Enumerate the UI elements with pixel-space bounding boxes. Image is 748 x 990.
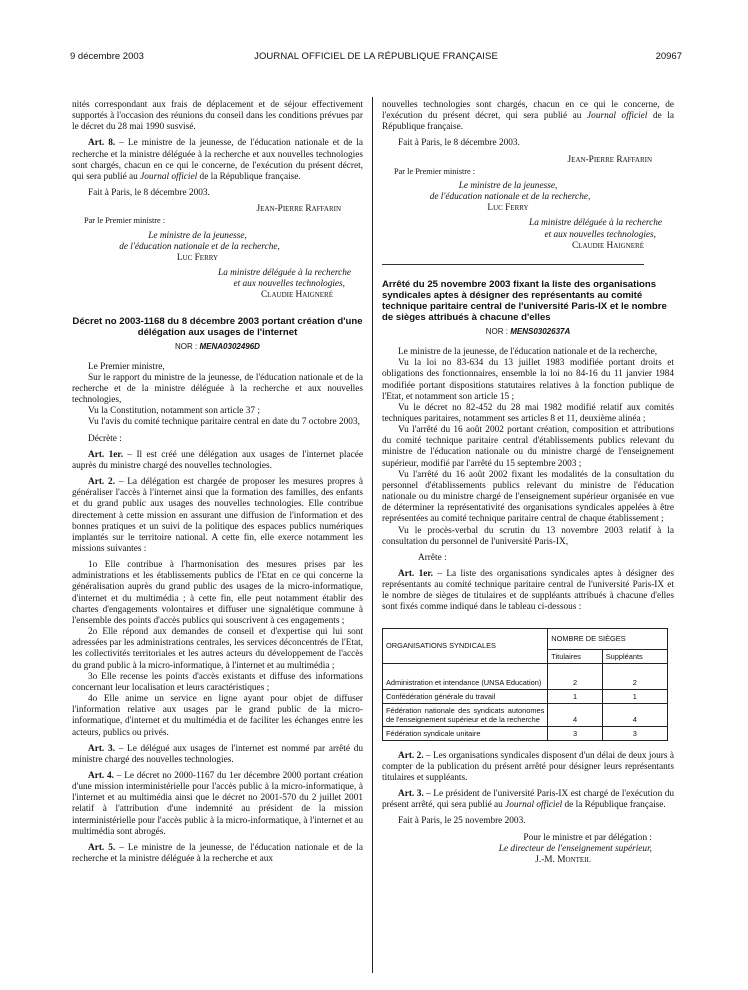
table-row bbox=[383, 703, 668, 726]
mission-2: 2o Elle répond aux demandes de conseil et d'expertise qui lui sont adressées par les administrations centrales, les services déconcentrés de l'Etat, les collectivités territoriales et les autres acteurs du développement de l'accès du grand public à la micro-informatique, à l'internet et au multimédia ; bbox=[72, 627, 363, 671]
minister-title-1: Le ministre de la jeunesse, bbox=[458, 180, 558, 191]
table-row bbox=[383, 689, 668, 703]
paragraph: nités correspondant aux frais de déplacement et de séjour effectivement supportés à l'occasion des réunions du conseil dans les conditions prévues par le décret du 28 mai 1990 susvisé. bbox=[72, 100, 363, 133]
minister-name: Luc Ferry bbox=[176, 252, 219, 263]
header-suppleants: Suppléants bbox=[602, 649, 667, 663]
header-seats: NOMBRE DE SIÈGES bbox=[548, 628, 668, 649]
nor-reference: NOR : MENA0302496D bbox=[175, 341, 260, 351]
mission-3: 3o Elle recense les points d'accès existants et diffuse des informations concernant leur localisation et leurs caractéristiques ; bbox=[72, 671, 363, 693]
right-column bbox=[382, 100, 674, 866]
delegate-title-2: et aux nouvelles technologies, bbox=[544, 229, 656, 240]
decret-title: Décret no 2003-1168 du 8 décembre 2003 portant création d'une délégation aux usages de l'internet bbox=[72, 315, 363, 338]
fait-a-paris-2: Fait à Paris, le 25 novembre 2003. bbox=[398, 816, 526, 827]
page-number: 20967 bbox=[655, 51, 682, 62]
org-cell: Fédération nationale des syndicats autonomes de l'enseignement supérieur et de la recherche bbox=[383, 703, 548, 726]
nor-reference: NOR : MENS0302637A bbox=[485, 326, 571, 336]
pour-le-ministre: Pour le ministre et par délégation : bbox=[523, 832, 652, 843]
directeur-name: J.-M. Monteil bbox=[535, 854, 591, 865]
article-8: Art. 8. – Le ministre de la jeunesse, de l'éducation nationale et de la recherche et la ministre déléguée à la recherche et aux nouvelles technologies sont chargés, chacun en ce qui le concerne, de l'exécution du présent décret, qui sera publié au Journal officiel de la République française. bbox=[72, 138, 363, 182]
paragraph: nouvelles technologies sont chargés, chacun en ce qui le concerne, de l'exécution du présent décret, qui sera publié au Journal officiel de la République française. bbox=[382, 100, 675, 133]
vu-avis: Vu l'avis du comité technique paritaire central en date du 7 octobre 2003, bbox=[88, 417, 360, 428]
signature-pm: Jean-Pierre Raffarin bbox=[567, 154, 652, 165]
suppleants-cell: 1 bbox=[602, 689, 667, 703]
header-titulaires: Titulaires bbox=[548, 649, 602, 663]
minister-title-1: Le ministre de la jeunesse, bbox=[148, 230, 247, 241]
titulaires-cell: 3 bbox=[548, 726, 602, 740]
delegate-name: Claudie Haigneré bbox=[260, 290, 333, 301]
section-divider bbox=[382, 264, 644, 265]
seats-table bbox=[382, 628, 668, 741]
column-divider bbox=[372, 97, 373, 973]
article-3: Art. 3. – Le président de l'université Paris-IX est chargé de l'exécution du présent arrêté, qui sera publié au Journal officiel de la République française. bbox=[382, 789, 674, 811]
decrete: Décrète : bbox=[88, 433, 122, 444]
org-cell: Confédération générale du travail bbox=[383, 689, 548, 703]
premier-ministre: Le Premier ministre, bbox=[88, 361, 165, 372]
le-ministre: Le ministre de la jeunesse, de l'éducation nationale et de la recherche, bbox=[398, 347, 658, 358]
fait-a-paris: Fait à Paris, le 8 décembre 2003. bbox=[88, 188, 210, 199]
minister-title-2: de l'éducation nationale et de la recherche, bbox=[429, 192, 591, 203]
suppleants-cell: 2 bbox=[602, 663, 667, 689]
journal-title: JOURNAL OFFICIEL DE LA RÉPUBLIQUE FRANÇAISE bbox=[254, 51, 498, 62]
vu-decret: Vu le décret no 82-452 du 28 mai 1982 modifié relatif aux comités techniques paritaires, notamment ses articles 8 et 11, deuxième alinéa ; bbox=[382, 402, 674, 424]
article-2: Art. 2. – La délégation est chargée de proposer les mesures propres à généraliser l'accès à l'internet ainsi que la formation des familles, des enfants et du grand public aux usages des nouvelles technologies. Elle contribue directement à cette mission en assurant une diffusion de l'information et des bonnes pratiques et un suivi de la politique des espaces publics numériques implantés sur le territoire national. A cette fin, elle exerce notamment les missions suivantes : bbox=[72, 477, 364, 554]
fait-a-paris: Fait à Paris, le 8 décembre 2003. bbox=[398, 138, 520, 149]
arrete-title: Arrêté du 25 novembre 2003 fixant la liste des organisations syndicales aptes à désigner des représentants au comité technique paritaire central de l'université Paris-IX et le nombre de sièges attribués à chacune d'elles bbox=[382, 278, 667, 323]
vu-loi: Vu la loi no 83-634 du 13 juillet 1983 modifiée portant droits et obligations des fonctionnaires, ensemble la loi no 84-16 du 11 janvier 1984 modifiée portant dispositions statutaires relatives à la fonction publique de l'Etat, et notamment son article 15 ; bbox=[382, 358, 674, 402]
delegate-title-1: La ministre déléguée à la recherche bbox=[218, 268, 351, 279]
delegate-title-1: La ministre déléguée à la recherche bbox=[529, 218, 662, 229]
vu-constitution: Vu la Constitution, notamment son article 37 ; bbox=[88, 406, 260, 417]
org-cell: Fédération syndicale unitaire bbox=[383, 726, 548, 740]
table-row bbox=[383, 663, 668, 689]
article-1: Art. 1er. – Il est créé une délégation aux usages de l'internet placée auprès du ministre chargé des nouvelles technologies. bbox=[72, 449, 363, 471]
org-cell: Administration et intendance (UNSA Education) bbox=[383, 663, 548, 689]
page-header bbox=[70, 51, 682, 65]
vu-arrete-2: Vu l'arrêté du 16 août 2002 fixant les modalités de la consultation du personnel d'établissements publics relevant du ministre de l'éducation nationale ou du ministre chargé de l'enseignement supérieur organisée en vue de déterminer la représentativité des organisations syndicales appelées à être représentées au comité technique paritaire central de chaque établissement ; bbox=[382, 469, 674, 525]
suppleants-cell: 4 bbox=[602, 703, 667, 726]
delegate-title-2: et aux nouvelles technologies, bbox=[233, 279, 345, 290]
par-le-premier-ministre: Par le Premier ministre : bbox=[394, 166, 476, 176]
titulaires-cell: 1 bbox=[548, 689, 602, 703]
mission-1: 1o Elle contribue à l'harmonisation des mesures prises par les administrations et les établissements publics de l'Etat en ce qui concerne la généralisation auprès du grand public des usages de la micro-informatique, d'internet et du multimédia ; à cette fin, elle peut notamment établir des chartes d'engagements volontaires et diffuser une signalétique commune à l'ensemble des points d'accès publics qui souscrivent à ces engagements ; bbox=[72, 560, 363, 626]
par-le-premier-ministre: Par le Premier ministre : bbox=[84, 216, 166, 226]
article-1: Art. 1er. – La liste des organisations syndicales aptes à désigner des représentants au comité technique paritaire central de l'université Paris-IX et le nombre de sièges de titulaires et de suppléants attribués à chacune d'elles sont fixés comme indiqué dans le tableau ci-dessous : bbox=[382, 569, 674, 613]
rapport: Sur le rapport du ministre de la jeunesse, de l'éducation nationale et de la recherche et de la ministre déléguée à la recherche et aux nouvelles technologies, bbox=[72, 372, 363, 406]
header-date: 9 décembre 2003 bbox=[70, 51, 144, 62]
article-4: Art. 4. – Le décret no 2000-1167 du 1er décembre 2000 portant création d'une mission interministérielle pour l'accès public à la micro-informatique, à l'internet et au multimédia ainsi que le décret no 2001-570 du 2 juillet 2001 relatif à l'attribution d'une indemnité au président de la mission interministérielle pour l'accès public à la micro-informatique, à l'internet et au multimédia sont abrogés. bbox=[72, 770, 364, 837]
article-5: Art. 5. – Le ministre de la jeunesse, de l'éducation nationale et de la recherche et la ministre déléguée à la recherche et aux bbox=[72, 842, 363, 865]
titulaires-cell: 4 bbox=[548, 703, 602, 726]
article-3: Art. 3. – Le délégué aux usages de l'internet est nommé par arrêté du ministre chargé des nouvelles technologies. bbox=[72, 743, 363, 765]
arrete: Arrête : bbox=[418, 552, 447, 563]
minister-title-2: de l'éducation nationale et de la recherche, bbox=[119, 241, 280, 252]
titulaires-cell: 2 bbox=[548, 663, 602, 689]
vu-proces-verbal: Vu le procès-verbal du scrutin du 13 novembre 2003 relatif à la consultation du personnel de l'université Paris-IX, bbox=[382, 525, 674, 547]
mission-4: 4o Elle anime un service en ligne ayant pour objet de diffuser l'information relative aux usages par le grand public de la micro-informatique, d'internet et du multimédia et de faciliter les échanges entre les acteurs, publics ou privés. bbox=[72, 694, 363, 738]
header-organisations: ORGANISATIONS SYNDICALES bbox=[383, 628, 548, 663]
minister-name: Luc Ferry bbox=[487, 203, 529, 214]
left-column bbox=[72, 100, 363, 865]
delegate-name: Claudie Haigneré bbox=[571, 240, 644, 251]
article-2: Art. 2. – Les organisations syndicales disposent d'un délai de deux jours à compter de la publication du présent arrêté pour désigner leurs représentants titulaires et suppléants. bbox=[382, 750, 675, 783]
directeur-title: Le directeur de l'enseignement supérieur, bbox=[498, 843, 652, 854]
signature-pm: Jean-Pierre Raffarin bbox=[256, 204, 341, 215]
suppleants-cell: 3 bbox=[602, 726, 667, 740]
vu-arrete-1: Vu l'arrêté du 16 août 2002 portant création, composition et attributions du comité technique paritaire central d'établissements publics relevant du ministre de l'éducation nationale ou du ministre chargé de l'enseignement supérieur, modifié par l'arrêté du 15 septembre 2003 ; bbox=[382, 425, 674, 469]
table-row bbox=[383, 726, 668, 740]
